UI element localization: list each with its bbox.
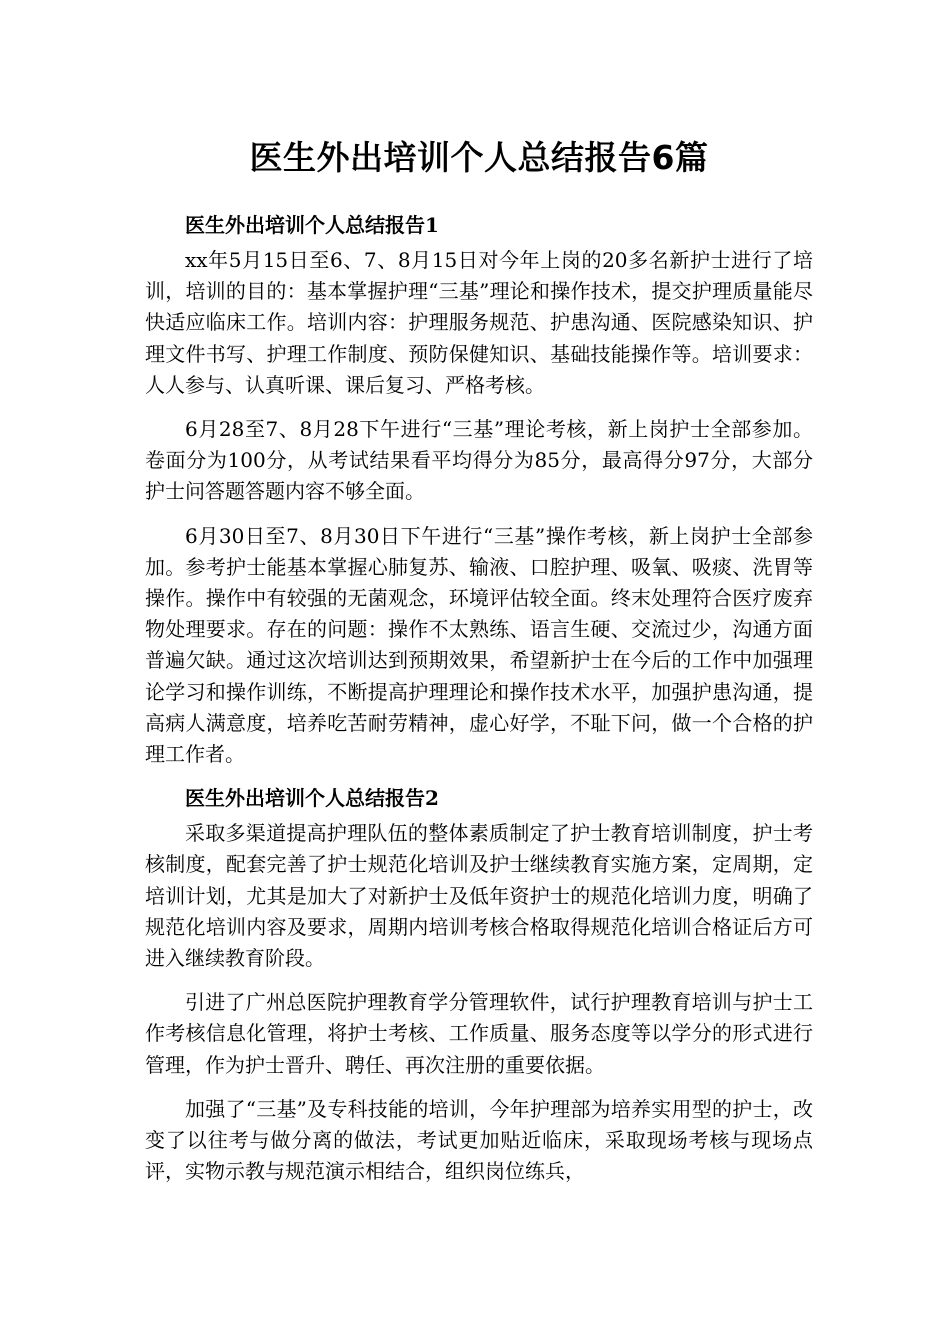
paragraph: 6月28至7、8月28下午进行“三基”理论考核，新上岗护士全部参加。卷面分为100分，从考试结果看平均得分为85分，最高得分97分，大部分护士问答题答题内容不够全面。 (145, 417, 813, 504)
paragraph: 加强了“三基”及专科技能的培训，今年护理部为培养实用型的护士，改变了以往考与做分离的做法，考试更加贴近临床，采取现场考核与现场点评，实物示教与规范演示相结合，组织岗位练兵， (145, 1096, 813, 1184)
section-report-2 (145, 783, 813, 1187)
section-report-1 (145, 210, 813, 770)
paragraph: xx年5月15日至6、7、8月15日对今年上岗的20多名新护士进行了培训，培训的目的：基本掌握护理“三基”理论和操作技术，提交护理质量能尽快适应临床工作。培训内容：护理服务规范、护患沟通、医院感染知识、护理文件书写、护理工作制度、预防保健知识、基础技能操作等。培训要求：人人参与、认真听课、课后复习、严格考核。 (145, 248, 813, 397)
section-heading: 医生外出培训个人总结报告2 (185, 786, 439, 811)
document-page (145, 128, 813, 1200)
document-title: 医生外出培训个人总结报告6篇 (249, 138, 709, 177)
paragraph: 6月30日至7、8月30日下午进行“三基”操作考核，新上岗护士全部参加。参考护士能基本掌握心肺复苏、输液、口腔护理、吸氧、吸痰、洗胃等操作。操作中有较强的无菌观念，环境评估较全面。终末处理符合医疗废弃物处理要求。存在的问题：操作不太熟练、语言生硬、交流过少，沟通方面普遍欠缺。通过这次培训达到预期效果，希望新护士在今后的工作中加强理论学习和操作训练，不断提高护理理论和操作技术水平，加强护患沟通，提高病人满意度，培养吃苦耐劳精神，虚心好学，不耻下问，做一个合格的护理工作者。 (145, 523, 813, 767)
section-heading: 医生外出培训个人总结报告1 (185, 213, 439, 237)
paragraph: 引进了广州总医院护理教育学分管理软件，试行护理教育培训与护士工作考核信息化管理，将护士考核、工作质量、服务态度等以学分的形式进行管理，作为护士晋升、聘任、再次注册的重要依据。 (145, 990, 813, 1077)
paragraph: 采取多渠道提高护理队伍的整体素质制定了护士教育培训制度，护士考核制度，配套完善了护士规范化培训及护士继续教育实施方案，定周期，定培训计划，尤其是加大了对新护士及低年资护士的规范化培训力度，明确了规范化培训内容及要求，周期内培训考核合格取得规范化培训合格证后方可进入继续教育阶段。 (145, 821, 813, 971)
